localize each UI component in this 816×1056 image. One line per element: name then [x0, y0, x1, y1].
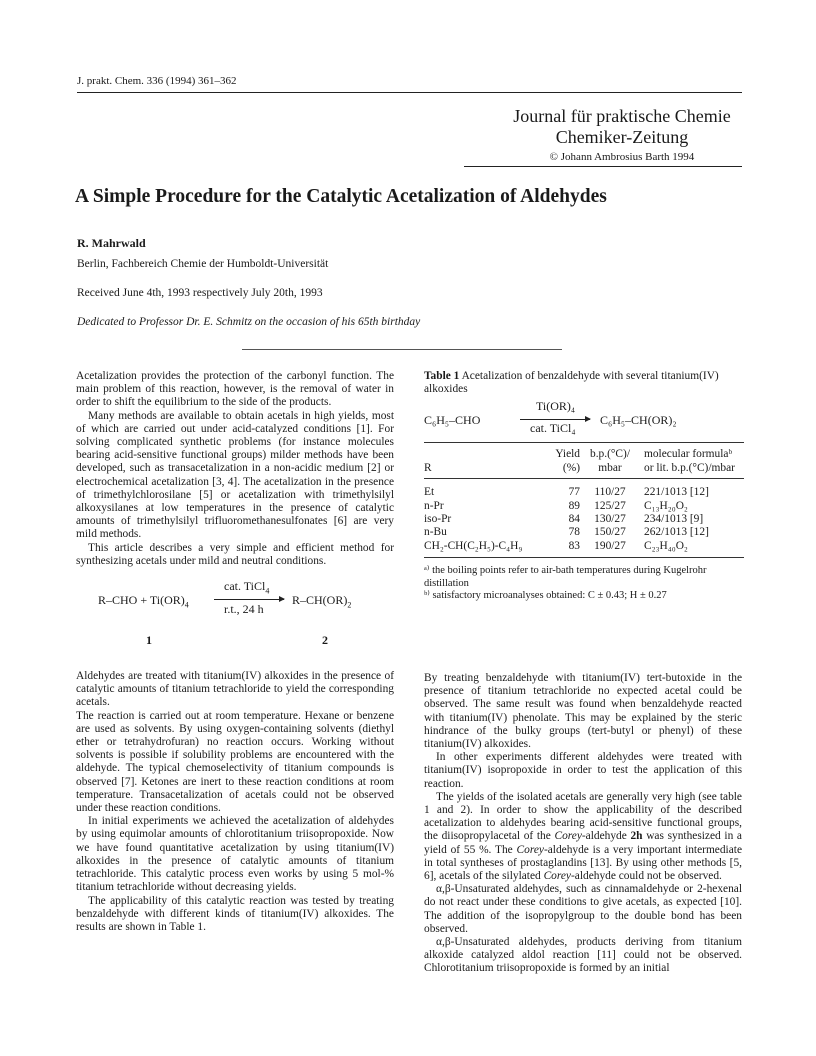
table-row: n-Pr 89 125/27 C₁₃H₂₀O₂	[424, 499, 688, 512]
paragraph: Acetalization provides the protection of the carbonyl function. The main problem of this reaction, however, is the removal of water in order to shift the equilibrium to the side of the products.	[76, 370, 394, 409]
paragraph: Aldehydes are treated with titanium(IV) alkoxides in the presence of catalytic amounts of titanium tetrachloride to yield the corresponding acetals.	[76, 670, 394, 709]
table-scheme-reagent: Ti(OR)₄	[536, 399, 576, 414]
paragraph: The reaction is carried out at room temperature. Hexane or benzene are used as solvents. By using oxygen-containing solvents (diethyl ether or tetrahydrofuran) no reaction occurs. Working without solvents is possible if solubility problems are encountered with the aldehyde. The typical chemoselectivity of titanium compounds is observed [7]. Ketones are inert to these reaction conditions at room temperature. Transacetalization of acetals could not be observed under these reaction conditions.	[76, 709, 394, 815]
table-scheme-product: C₆H₅–CH(OR)₂	[600, 413, 677, 428]
masthead-rule	[464, 166, 742, 167]
paragraph: This article describes a very simple and efficient method for synthesizing acetals under mild and neutral conditions.	[76, 541, 394, 567]
header-formula-alt: or lit. b.p.(°C)/mbar	[644, 461, 735, 474]
publisher-line: © Johann Ambrosius Barth 1994	[549, 151, 695, 163]
paragraph: α,β-Unsaturated aldehydes, such as cinnamaldehyde or 2-hexenal do not react under these conditions to give acetals, as expected [10]. The addition of the isopropylgroup to the double bond has been observed.	[424, 883, 742, 935]
header-formula: molecular formulaᵇ	[644, 448, 732, 461]
left-column	[76, 370, 394, 934]
running-head: J. prakt. Chem. 336 (1994) 361–362	[77, 75, 237, 87]
scheme-conditions: r.t., 24 h	[224, 602, 264, 617]
section-rule	[242, 349, 562, 350]
table-row: iso-Pr 84 130/27 234/1013 [9]	[424, 513, 704, 526]
paragraph: By treating benzaldehyde with titanium(IV) tert-butoxide in the presence of titanium tetrachloride no expected acetal could be observed. The same result was found when benzaldehyde reacted with titanium(IV) phenolate. This may be explained by the steric hindrance of the bulky groups (tert-butyl or phenyl) of these titanium(IV) alkoxides.	[424, 672, 742, 751]
compound-label-2: 2	[322, 633, 328, 648]
table-header-row	[424, 443, 744, 475]
reaction-arrow	[214, 599, 284, 600]
header-yield: Yield	[555, 448, 580, 461]
paragraph: Many methods are available to obtain acetals in high yields, most of which are carried out under acid-catalyzed conditions [1]. For solving complicated synthetic problems (for instance molecules bearing acid-sensitive functional groups) milder methods have been developed, such as transacetalization in a non-acidic medium [2] or electrochemical acetalization [3, 4]. The acetalization in the presence of trimethylchlorosilane [5] or acetalization with trimethylsilyl alkoxysilanes at low temperatures in the presence of catalytic amounts of trimethylsilyl trifluoromethanesulfonates [6] are very mild methods.	[76, 409, 394, 541]
paragraph: In other experiments different aldehydes were treated with titanium(IV) isopropoxide in order to test the application of this reaction.	[424, 751, 742, 790]
journal-subtitle: Chemiker-Zeitung	[555, 127, 689, 147]
header-yield-unit: (%)	[562, 461, 580, 474]
table-body	[424, 443, 744, 559]
compound-label-1: 1	[146, 633, 152, 648]
table-1	[424, 370, 744, 603]
dedication: Dedicated to Professor Dr. E. Schmitz on the occasion of his 65th birthday	[77, 316, 421, 328]
table-footnote-b: ᵇ⁾ satisfactory microanalyses obtained: C ± 0.43; H ± 0.27	[424, 590, 667, 602]
scheme-reagent: cat. TiCl$_4$	[224, 579, 270, 596]
journal-title: Journal für praktische Chemie	[513, 106, 731, 126]
table-scheme-reactant: C₆H₅–CHO	[424, 413, 481, 428]
header-r: R	[424, 461, 432, 474]
author: R. Mahrwald	[77, 236, 146, 250]
header-bp-unit: mbar	[598, 461, 622, 474]
scheme-reactants: $R-CHO + Ti(OR)_4$	[98, 593, 189, 610]
table-scheme-catalyst: cat. TiCl₄	[530, 421, 576, 436]
table-scheme	[424, 398, 744, 442]
journal-masthead	[502, 106, 742, 167]
paragraph: In initial experiments we achieved the acetalization of aldehydes by using equimolar amounts of chlorotitanium triisopropoxide. Now we have found quantitative acetalization by using titanium(IV) alkoxides in the presence of catalytic amounts of titanium tetrachloride. This catalytic process even works by using 5 mol-% titanium tetrachloride without decreasing yields.	[76, 815, 394, 894]
table-row: n-Bu 78 150/27 262/1013 [12]	[424, 526, 709, 539]
paragraph: The applicability of this catalytic reaction was tested by treating benzaldehyde with different kinds of titanium(IV) alkoxides. The results are shown in Table 1.	[76, 894, 394, 933]
paragraph: The yields of the isolated acetals are generally very high (see table 1 and 2). In order to show the applicability of the described acetalization to aldehydes bearing acid-sensitive functional groups, the diisopropylacetal of the Corey-aldehyde 2h was synthesized in a yield of 55 %. The Corey-aldehyde is a very important intermediate in total syntheses of prostaglandins [13]. By using other methods [5, 6], acetals of the silylated Corey-aldehyde could not be observed.	[424, 790, 742, 883]
table-row: Et 77 110/27 221/1013 [12]	[424, 486, 709, 499]
received-dates: Received June 4th, 1993 respectively July 20th, 1993	[77, 287, 323, 299]
paragraph: α,β-Unsaturated aldehydes, products deriving from titanium alkoxide catalyzed aldol reaction [11] could not be observed. Chlorotitanium triisopropoxide is formed by an initial	[424, 936, 742, 975]
article-title: A Simple Procedure for the Catalytic Acetalization of Aldehydes	[75, 186, 607, 207]
header-bp: b.p.(°C)/	[590, 448, 630, 461]
table-row: CH₂-CH(C₂H₅)-C₄H₉ 83 190/27 C₂₃H₄₀O₂	[424, 539, 688, 552]
affiliation: Berlin, Fachbereich Chemie der Humboldt-Universität	[77, 258, 329, 270]
table-footnote-a: ᵃ⁾ the boiling points refer to air-bath temperatures during Kugelrohr distillation	[424, 565, 707, 589]
table-caption: Table 1 Acetalization of benzaldehyde with several titanium(IV) alkoxides	[424, 370, 719, 396]
header-rule	[77, 92, 742, 93]
right-column	[424, 672, 742, 976]
table-reaction-arrow	[520, 419, 590, 420]
scheme-product: $R-CH(OR)_2$	[292, 593, 352, 610]
reaction-scheme	[76, 578, 394, 654]
table-bottom-rule	[424, 557, 744, 558]
table-header-rule	[424, 478, 744, 479]
